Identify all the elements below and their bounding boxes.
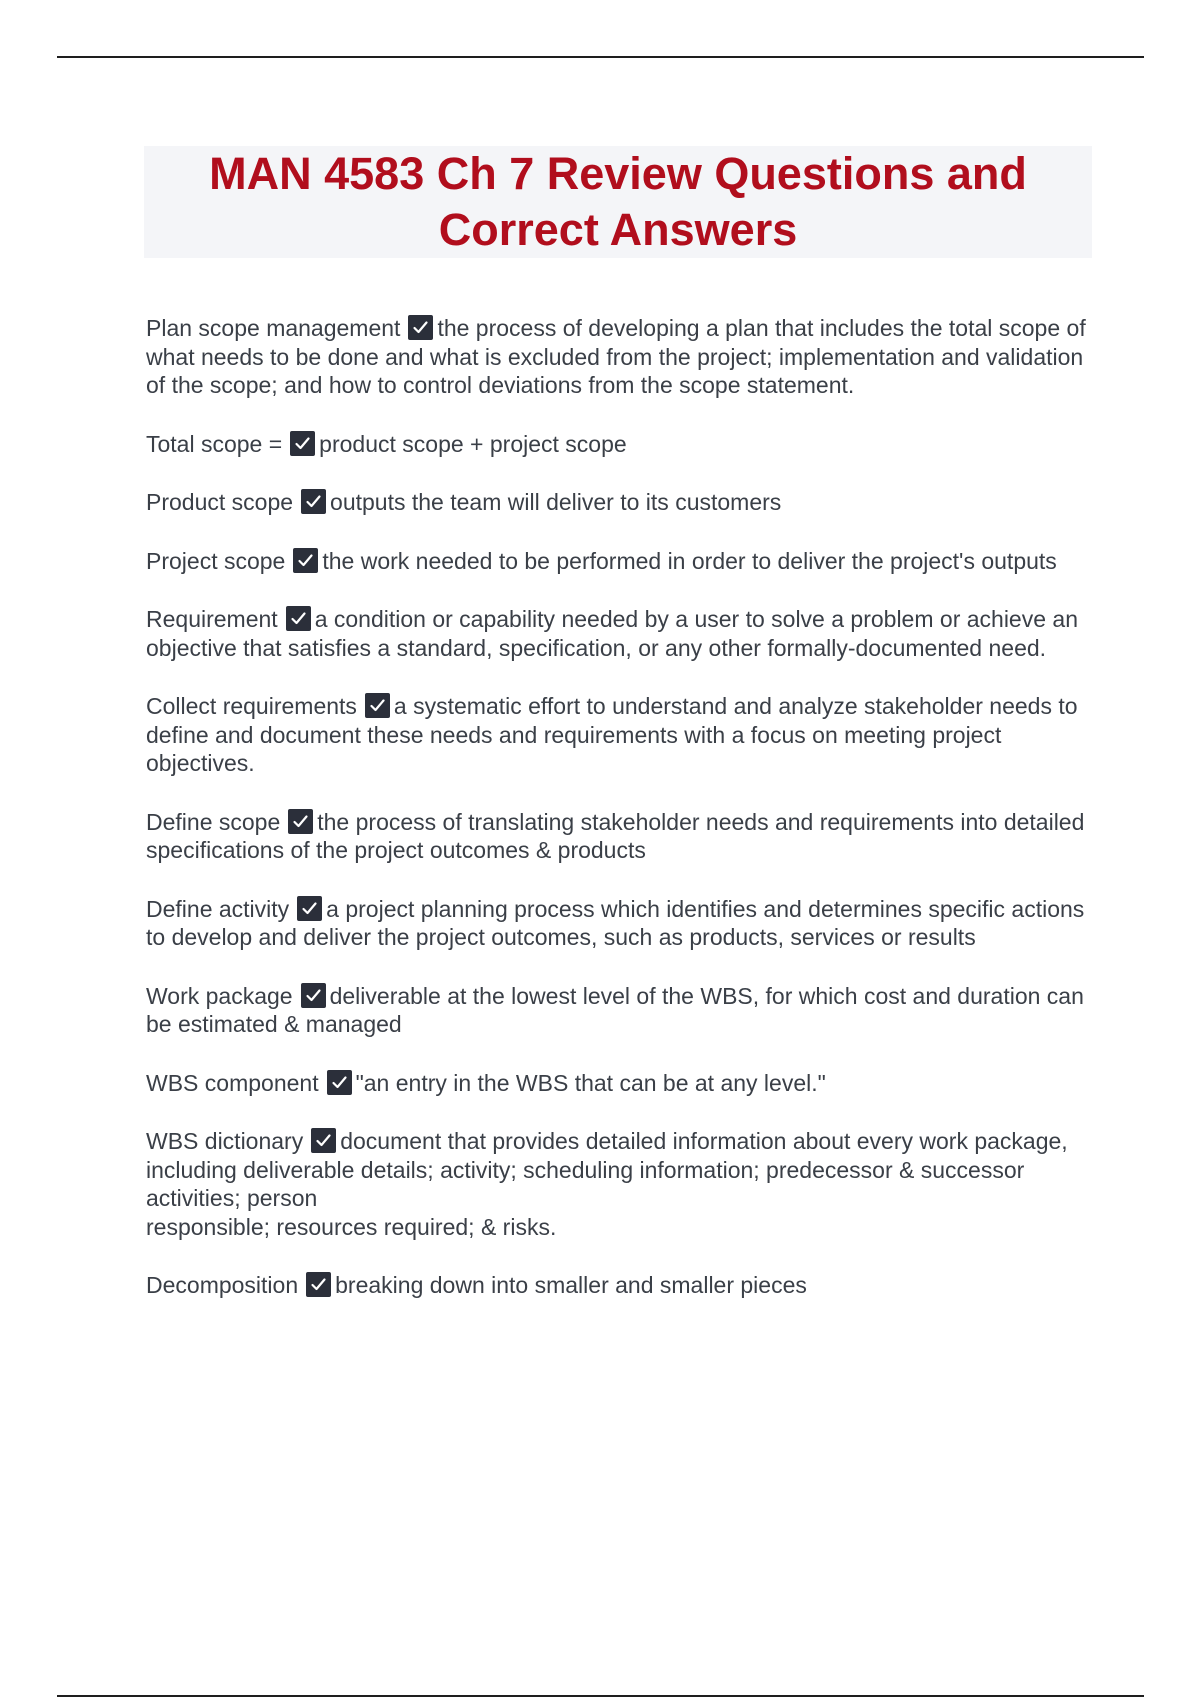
qa-term: Project scope <box>146 547 286 574</box>
check-box-icon <box>365 693 390 718</box>
qa-answer: deliverable at the lowest level of the WBS, for which cost and duration can be estimated & managed <box>146 982 1084 1037</box>
qa-answer: document that provides detailed information about every work package, including deliverable details; activity; scheduling information; predecessor & successor activities; person <box>146 1128 1068 1211</box>
qa-term: WBS component <box>146 1069 319 1096</box>
qa-item <box>146 1069 1096 1098</box>
qa-term: Work package <box>146 982 293 1009</box>
qa-item <box>146 488 1096 517</box>
qa-item <box>146 547 1096 576</box>
qa-item <box>146 1271 1096 1300</box>
qa-answer: a project planning process which identifies and determines specific actions to develop and deliver the project outcomes, such as products, services or results <box>146 895 1085 950</box>
qa-answer: outputs the team will deliver to its customers <box>330 489 782 515</box>
check-box-icon <box>301 983 326 1008</box>
qa-item <box>146 1127 1096 1241</box>
qa-term: Plan scope management <box>146 315 401 341</box>
qa-answer-continued: responsible; resources required; & risks. <box>146 1213 557 1240</box>
qa-term: WBS dictionary <box>146 1128 304 1154</box>
check-box-icon <box>290 431 315 456</box>
check-box-icon <box>408 315 433 340</box>
check-box-icon <box>301 489 326 514</box>
check-box-icon <box>327 1070 352 1095</box>
qa-answer: a condition or capability needed by a user to solve a problem or achieve an objective that satisfies a standard, specification, or any other formally-documented need. <box>146 606 1078 661</box>
qa-answer: the process of translating stakeholder needs and requirements into detailed specifications of the project outcomes & products <box>146 808 1085 863</box>
title-banner <box>144 146 1092 258</box>
qa-answer: "an entry in the WBS that can be at any level." <box>355 1069 826 1096</box>
top-rule <box>57 56 1144 58</box>
check-box-icon <box>286 606 311 631</box>
qa-item <box>146 692 1096 778</box>
qa-term: Collect requirements <box>146 693 357 719</box>
qa-item <box>146 605 1096 662</box>
check-box-icon <box>306 1272 331 1297</box>
qa-item <box>146 895 1096 952</box>
check-box-icon <box>288 809 313 834</box>
qa-answer: the process of developing a plan that includes the total scope of what needs to be done and what is excluded from the project; implementation and validation of the scope; and how to control deviations from the scope statement. <box>146 315 1086 398</box>
qa-term: Requirement <box>146 606 278 632</box>
qa-list <box>146 314 1096 1330</box>
qa-answer: breaking down into smaller and smaller pieces <box>335 1272 807 1298</box>
qa-term: Product scope <box>146 489 294 515</box>
qa-answer: the work needed to be performed in order to deliver the project's outputs <box>322 547 1057 574</box>
qa-term: Decomposition <box>146 1272 299 1298</box>
qa-term: Define activity <box>146 895 290 922</box>
check-box-icon <box>297 896 322 921</box>
check-box-icon <box>293 548 318 573</box>
qa-term: Total scope = <box>146 430 283 457</box>
qa-term: Define scope <box>146 808 281 835</box>
check-box-icon <box>311 1128 336 1153</box>
qa-answer: product scope + project scope <box>319 430 627 457</box>
qa-item <box>146 982 1096 1039</box>
qa-item <box>146 808 1096 865</box>
document-title: MAN 4583 Ch 7 Review Questions and Correct Answers <box>209 148 1027 255</box>
qa-answer: a systematic effort to understand and analyze stakeholder needs to define and document these needs and requirements with a focus on meeting project objectives. <box>146 693 1078 776</box>
qa-item <box>146 314 1096 400</box>
bottom-rule <box>57 1695 1144 1697</box>
qa-item <box>146 430 1096 459</box>
